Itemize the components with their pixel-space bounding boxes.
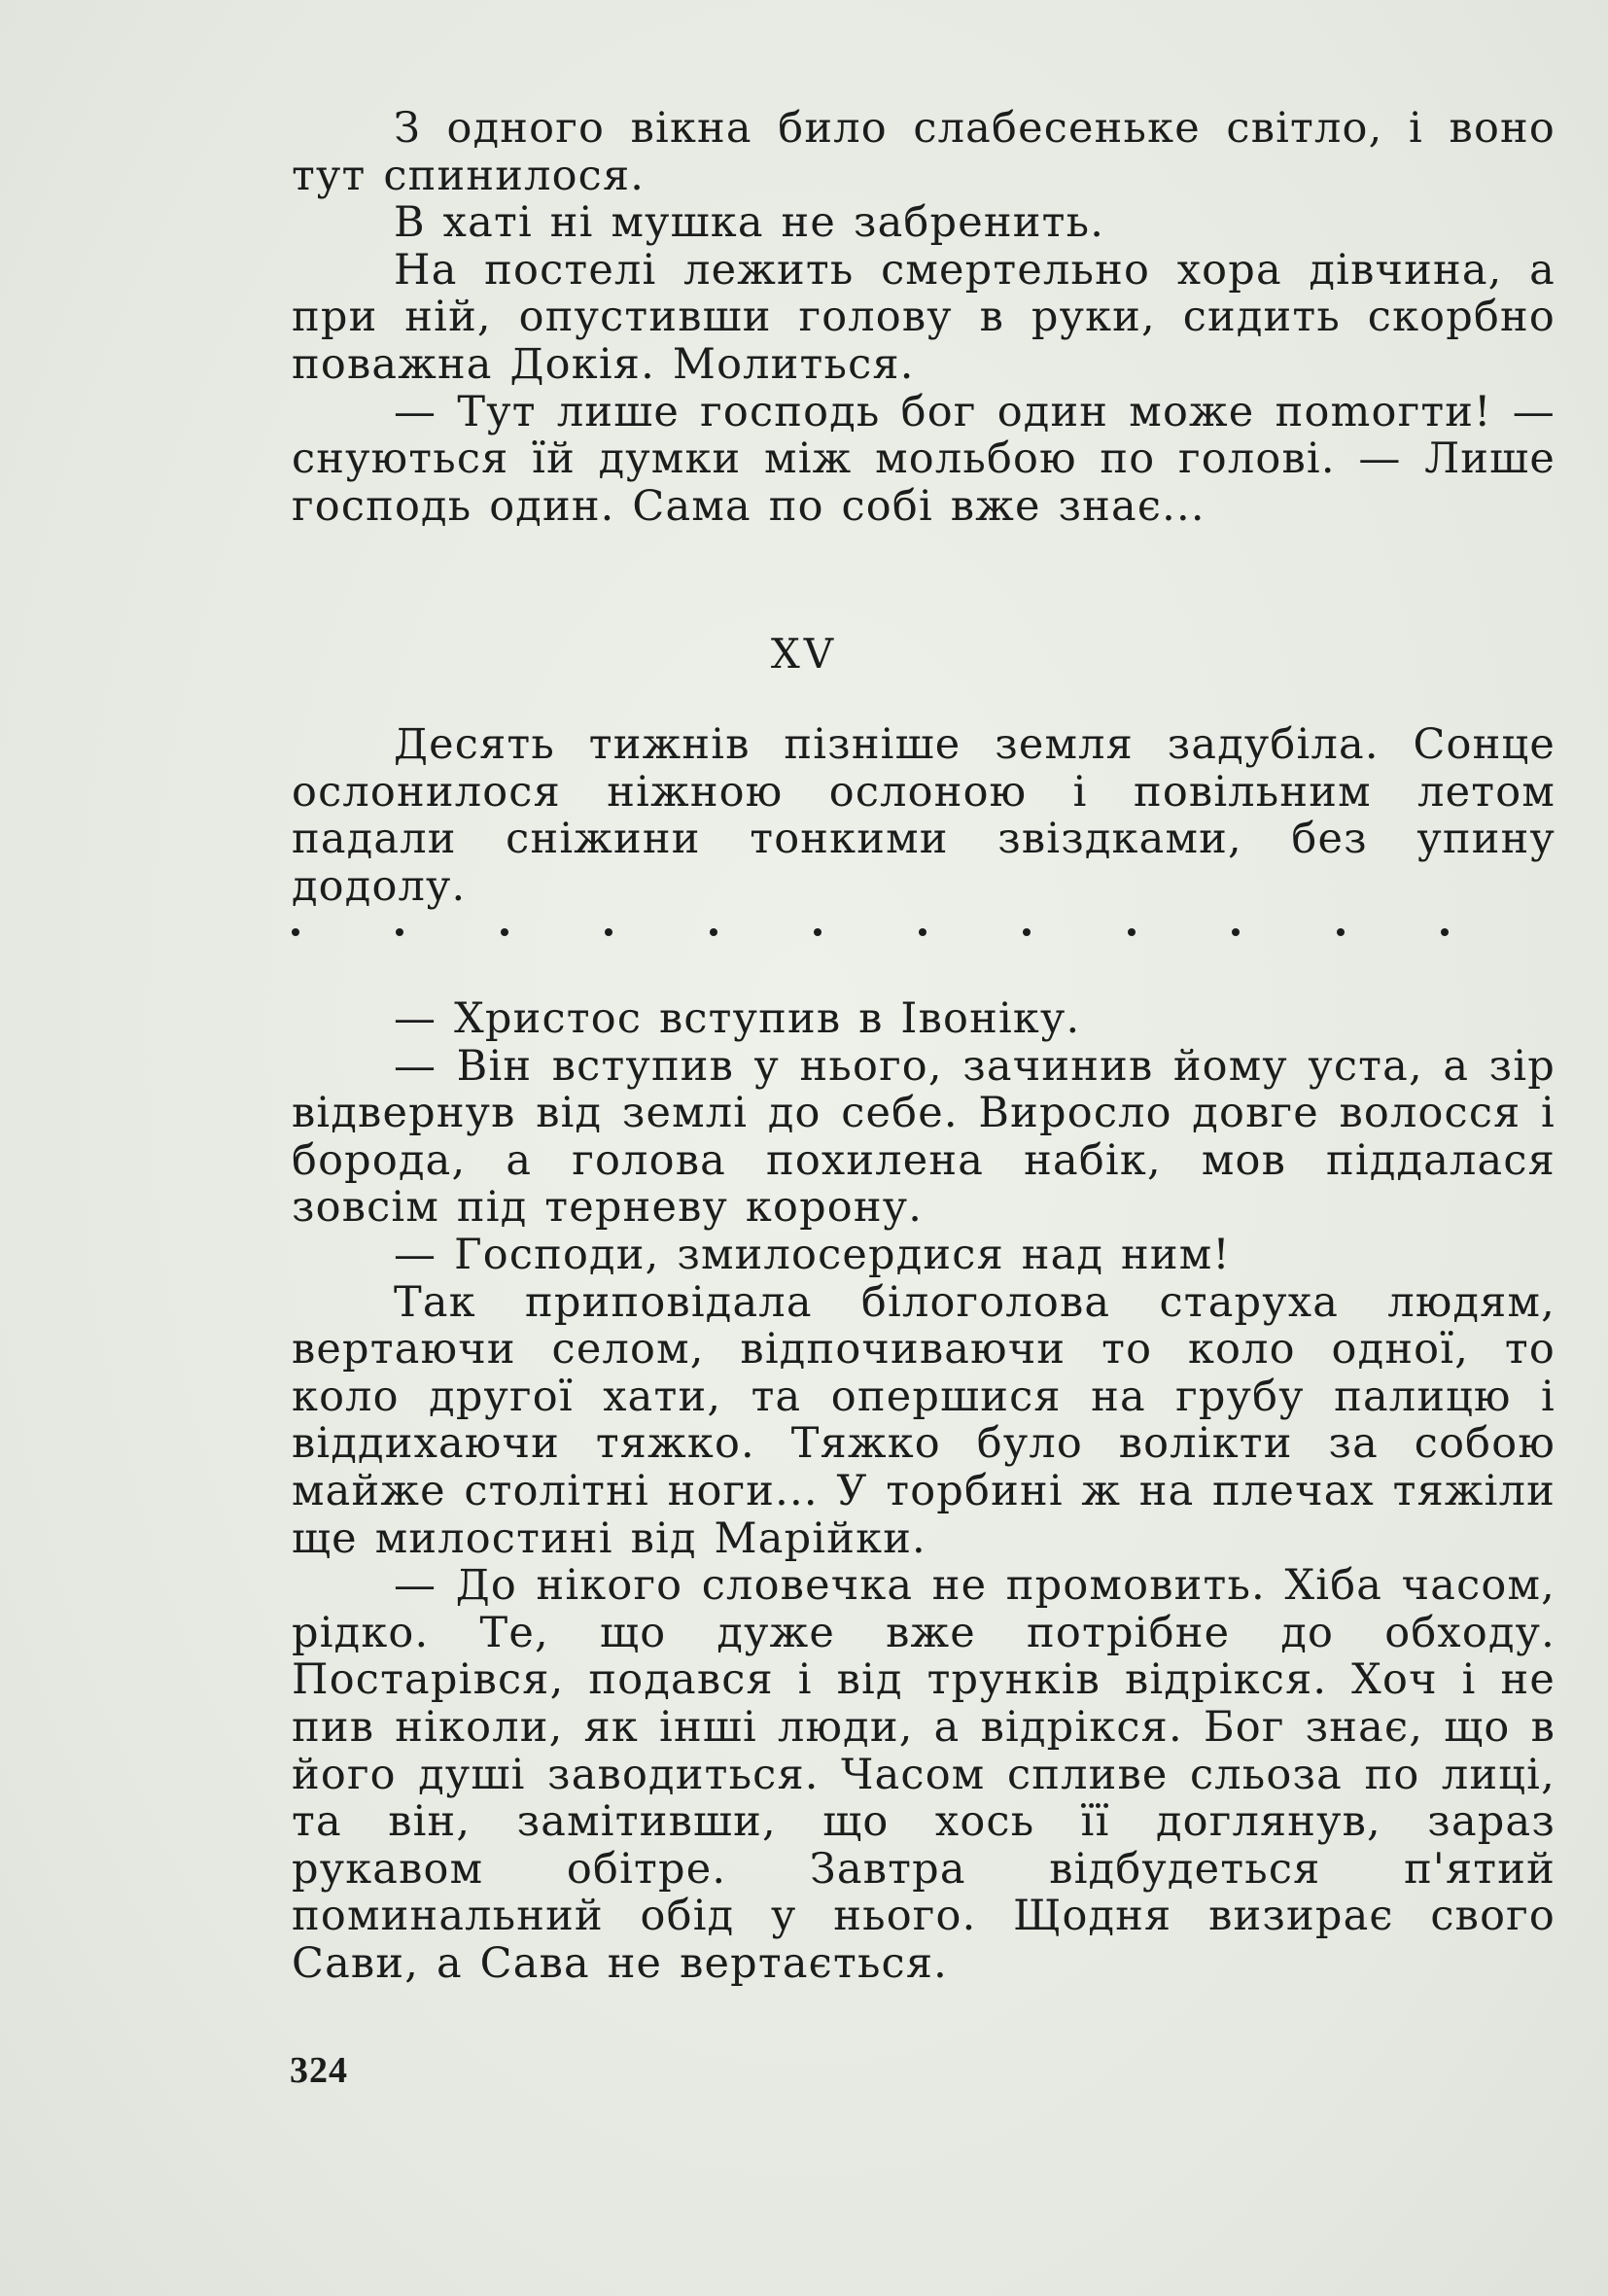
dot	[1337, 928, 1345, 936]
dot	[710, 928, 717, 936]
paragraph: Десять тижнів пізніше земля задубіла. Сонце ослонилося ніжною ослоною і повільним летом падали сніжини тонкими звіздками, без упину додолу.	[292, 720, 1556, 911]
paragraph: — Господи, змилосердися над ним!	[394, 1230, 1231, 1279]
chapter-heading: XV	[770, 630, 838, 678]
paragraph: Так приповідала білоголова старуха людям, вертаючи селом, відпочиваючи то коло одної, то коло другої хати, та опершися на грубу палицю і віддихаючи тяжко. Тяжко було волікти за собою майже столітні ноги... У торбині ж на плечах тяжіли ще милостині від Марійки.	[292, 1277, 1556, 1563]
dot	[605, 928, 612, 936]
dot	[1128, 928, 1136, 936]
paragraph: — Тут лише господь бог один може поmогти! — снуються їй думки між мольбою по голові. — Лише господь один. Сама по собі вже знає...	[292, 387, 1556, 531]
dot	[501, 928, 508, 936]
paragraph: — До нікого словечка не промовить. Хіба часом, рідко. Те, що дуже вже потрібне до обходу. Постарівся, подався і від трунків відрікся. Хоч і не пив ніколи, як інші люди, а відрікся. Бог знає, що в його душі заводиться. Часом спливе сльоза по лиці, та він, замітивши, що хось її доглянув, зараз рукавом обітре. Завтра відбудеться п'ятий поминальний обід у нього. Щодня визирає свого Сави, а Сава не вертається.	[292, 1561, 1556, 1988]
dot	[1441, 928, 1449, 936]
dot	[1232, 928, 1240, 936]
section-break-dots	[292, 928, 1449, 936]
dot	[1023, 928, 1031, 936]
dot	[814, 928, 821, 936]
page-number: 324	[290, 2050, 348, 2091]
dot	[396, 928, 403, 936]
paragraph: — Він вступив у нього, зачинив йому уста, а зір відвернув від землі до себе. Виросло довге волосся і борода, а голова похилена набік, мов піддалася зовсім під терневу корону.	[292, 1041, 1556, 1233]
paragraph: В хаті ні мушка не забренить.	[394, 198, 1105, 248]
text-block-chapter-start	[292, 721, 1556, 910]
paragraph: На постелі лежить смертельно хора дівчина, а при ній, опустивши голову в руки, сидить скорбно поважна Докія. Молиться.	[292, 245, 1556, 389]
paragraph: — Христос вступив в Івоніку.	[394, 994, 1081, 1043]
dot	[292, 928, 299, 936]
text-block-opening	[292, 105, 1556, 530]
dot	[919, 928, 926, 936]
text-block-main	[292, 995, 1556, 1987]
paragraph: З одного вікна било слабесеньке світло, і воно тут спинилося.	[292, 104, 1556, 200]
